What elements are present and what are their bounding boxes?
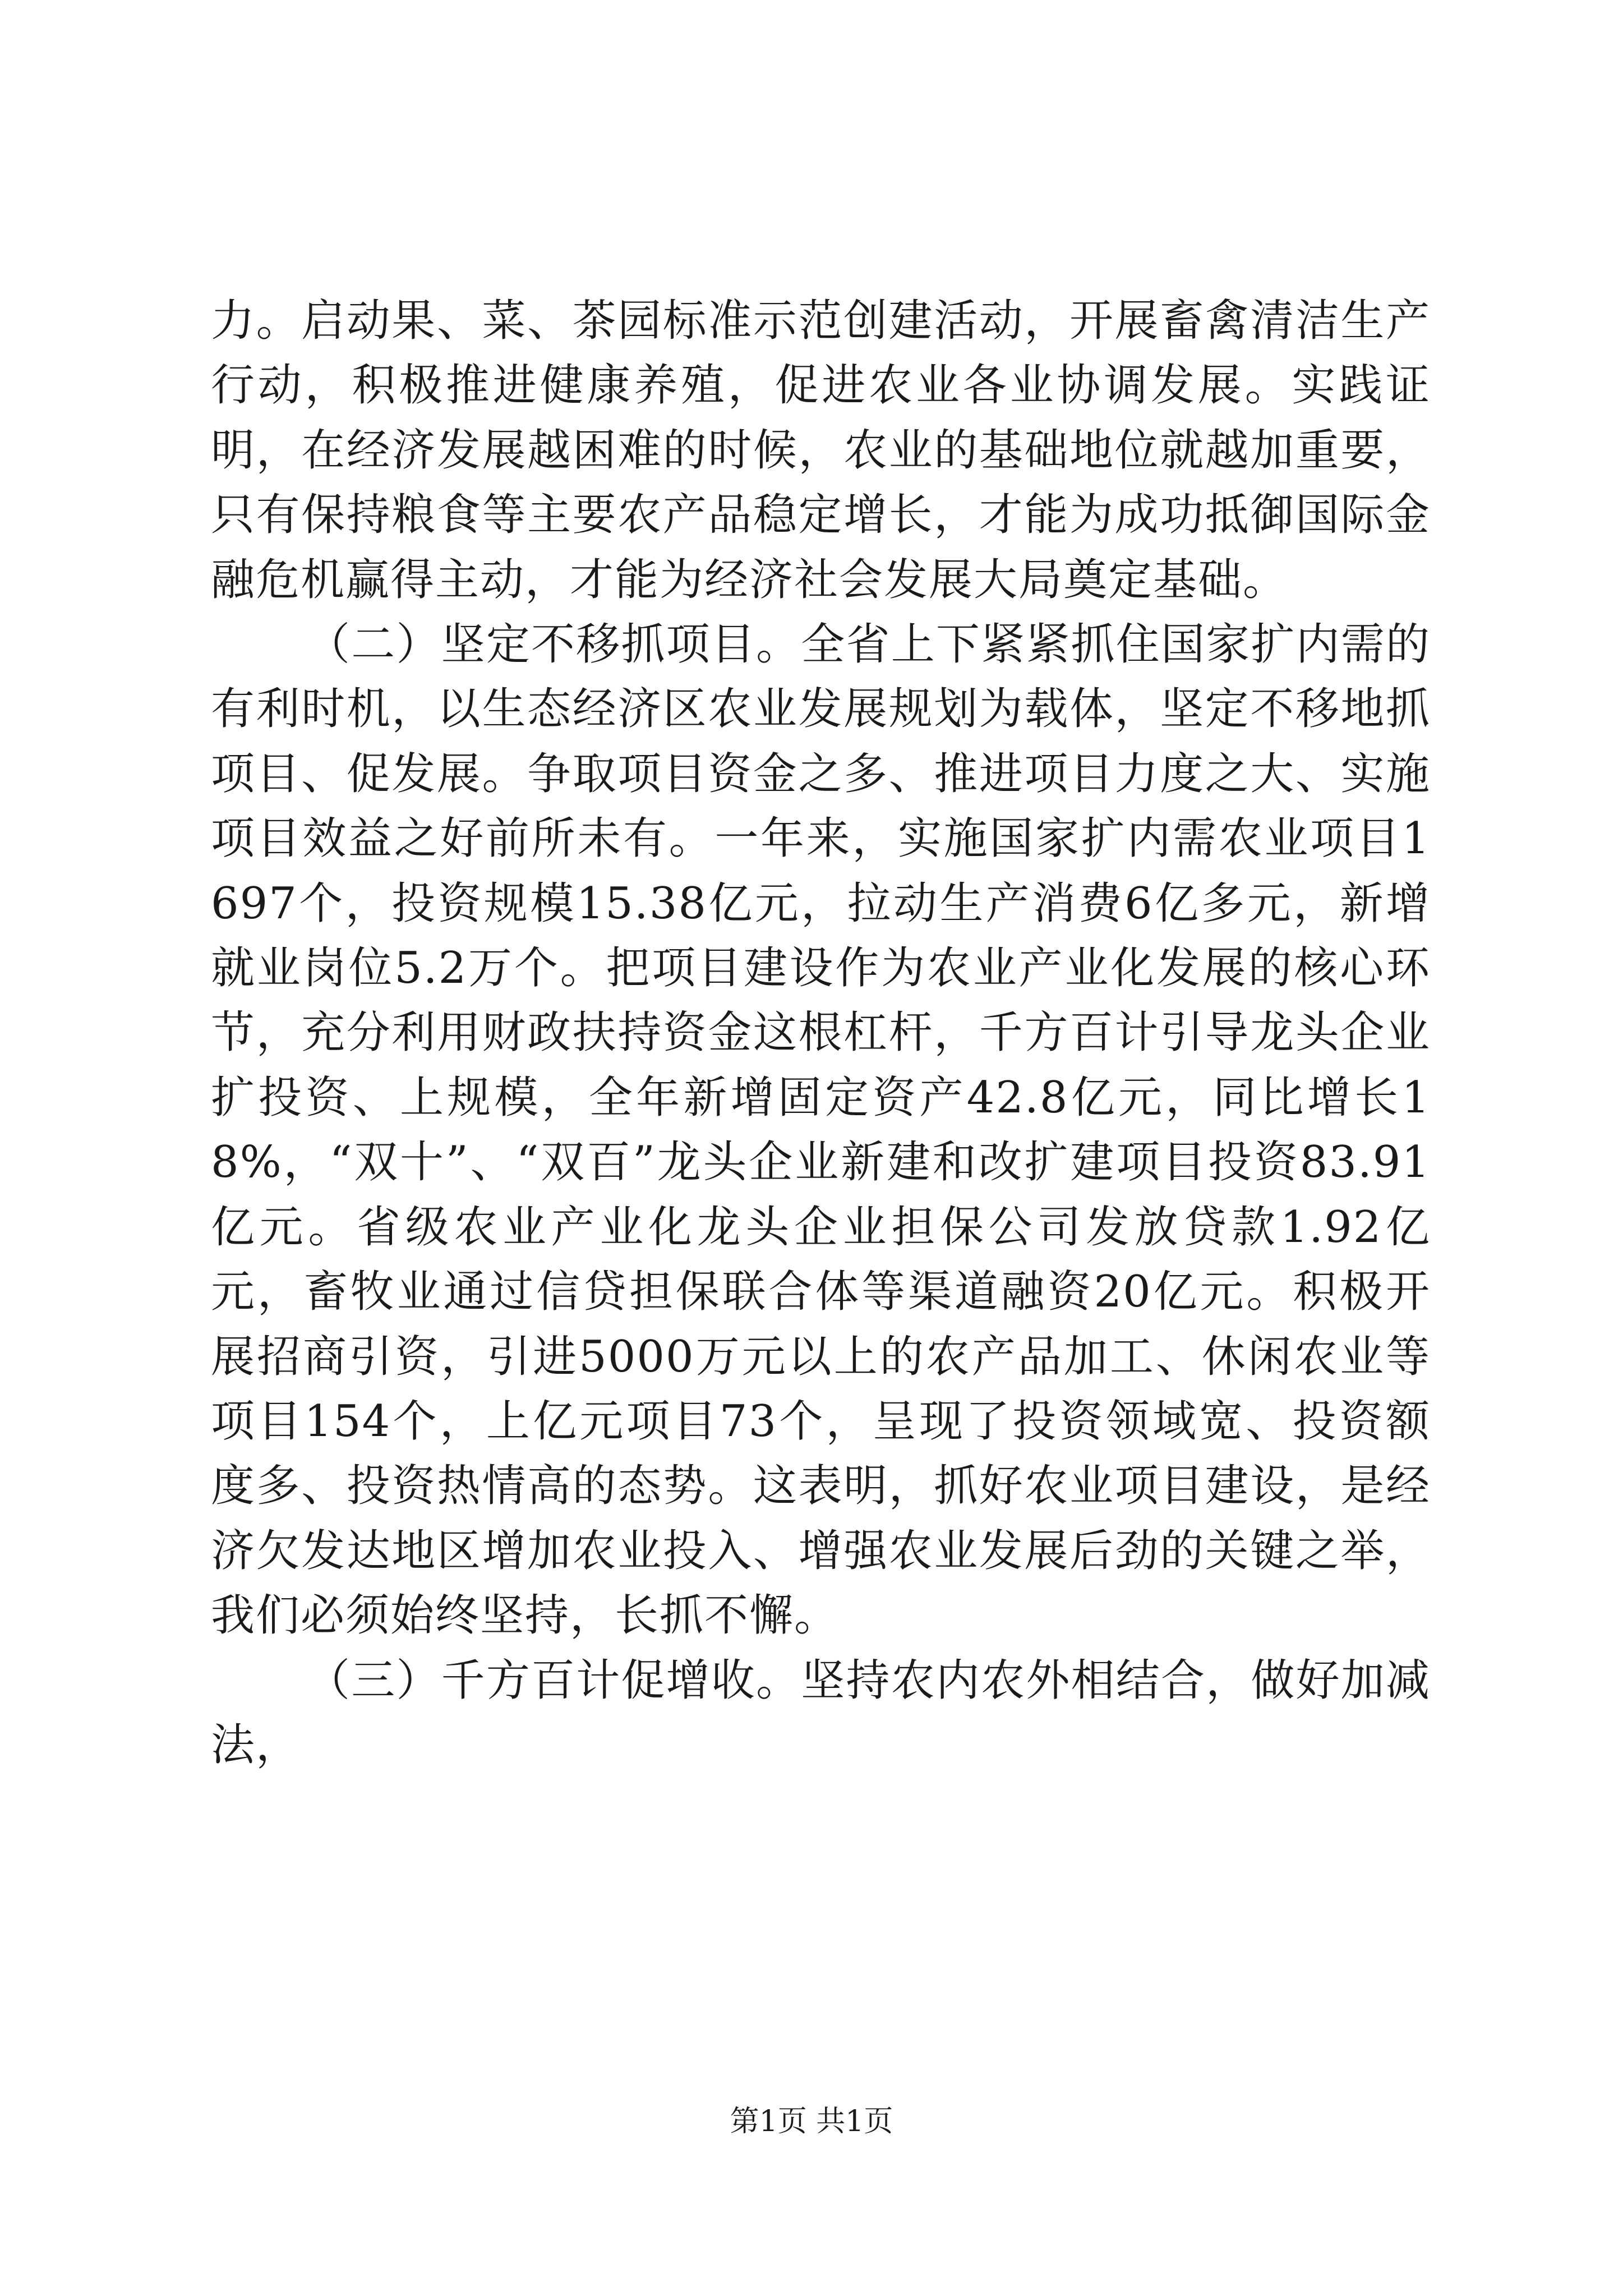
- page-footer: 第1页 共1页: [730, 2105, 893, 2138]
- paragraph-projects: （二）坚定不移抓项目。全省上下紧紧抓住国家扩内需的有利时机，以生态经济区农业发展规划为载体，坚定不移地抓项目、促发展。争取项目资金之多、推进项目力度之大、实施项目效益之好前所未有。一年来，实施国家扩内需农业项目1697个，投资规模15.38亿元，拉动生产消费6亿多元，新增就业岗位5.2万个。把项目建设作为农业产业化发展的核心环节，充分利用财政扶持资金这根杠杆，千方百计引导龙头企业扩投资、上规模，全年新增固定资产42.8亿元，同比增长18%，“双十”、“双百”龙头企业新建和改扩建项目投资83.91亿元。省级农业产业化龙头企业担保公司发放贷款1.92亿元，畜牧业通过信贷担保联合体等渠道融资20亿元。积极开展招商引资，引进5000万元以上的农产品加工、休闲农业等项目154个，上亿元项目73个，呈现了投资领域宽、投资额度多、投资热情高的态势。这表明，抓好农业项目建设，是经济欠发达地区增加农业投入、增强农业发展后劲的关键之举，我们必须始终坚持，长抓不懈。: [211, 619, 1431, 1641]
- document-body: [211, 289, 1431, 1778]
- paragraph-income: （三）千方百计促增收。坚持农内农外相结合，做好加减法，: [211, 1655, 1431, 1770]
- paragraph-continued: 力。启动果、菜、茶园标准示范创建活动，开展畜禽清洁生产行动，积极推进健康养殖，促进农业各业协调发展。实践证明，在经济发展越困难的时候，农业的基础地位就越加重要，只有保持粮食等主要农产品稳定增长，才能为成功抵御国际金融危机赢得主动，才能为经济社会发展大局奠定基础。: [211, 296, 1431, 605]
